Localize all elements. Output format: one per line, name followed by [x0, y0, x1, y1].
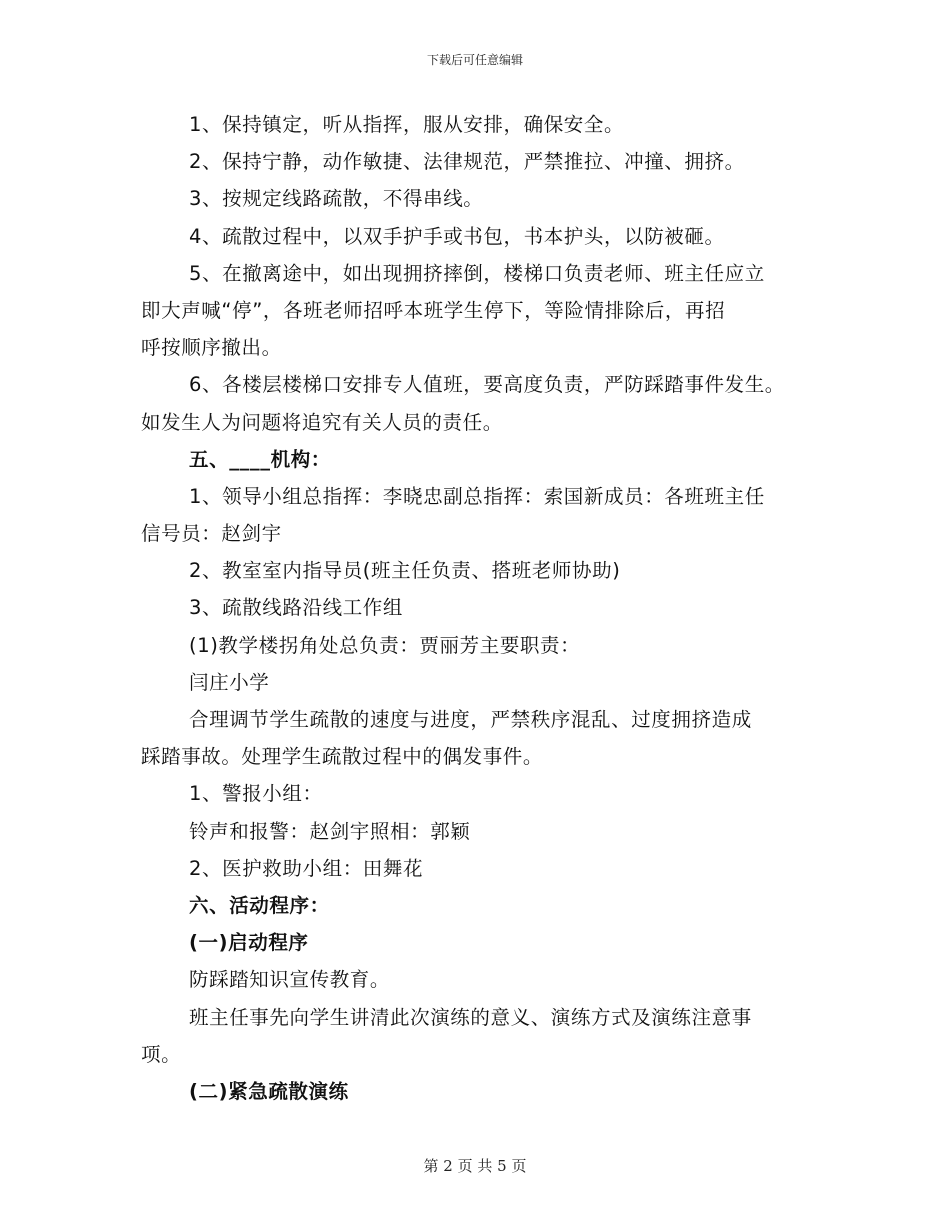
- body-text-line: 踩踏事故。处理学生疏散过程中的偶发事件。: [141, 745, 544, 769]
- body-text-line: 1、保持镇定，听从指挥，服从安排，确保安全。: [189, 113, 625, 136]
- page-number-footer: 第 2 页 共 5 页: [423, 1157, 527, 1175]
- body-text-line: 1、警报小组：: [189, 782, 323, 806]
- body-text-line: 合理调节学生疏散的速度与进度，严禁秩序混乱、过度拥挤造成: [189, 708, 752, 731]
- section-heading-line: (一)启动程序: [189, 931, 309, 955]
- body-text-line: 2、教室室内指导员(班主任负责、搭班老师协助): [189, 559, 621, 583]
- body-text-line: 2、医护救助小组：田舞花: [189, 856, 424, 880]
- body-text-line: 3、按规定线路疏散，不得串线。: [189, 187, 484, 211]
- body-text-line: (1)教学楼拐角处总负责：贾丽芳主要职责：: [189, 633, 581, 657]
- body-text-line: 2、保持宁静，动作敏捷、法律规范，严禁推拉、冲撞、拥挤。: [189, 150, 745, 174]
- body-text-line: 4、疏散过程中，以双手护手或书包，书本护头，以防被砸。: [189, 224, 725, 248]
- body-text-line: 1、领导小组总指挥：李晓忠副总指挥：索国新成员：各班班主任: [189, 484, 765, 508]
- section-heading-line: 六、活动程序：: [189, 893, 330, 917]
- body-text-line: 5、在撤离途中，如出现拥挤摔倒，楼梯口负责老师、班主任应立: [189, 261, 765, 285]
- section-heading-line: (二)紧急疏散演练: [189, 1079, 349, 1103]
- body-text-line: 呼按顺序撤出。: [141, 336, 282, 360]
- body-text-line: 防踩踏知识宣传教育。: [189, 968, 391, 992]
- body-text-line: 闫庄小学: [189, 670, 270, 694]
- body-text-line: 班主任事先向学生讲清此次演练的意义、演练方式及演练注意事: [189, 1005, 752, 1029]
- body-text-line: 铃声和报警：赵剑宇照相：郭颖: [189, 819, 471, 843]
- page-header-note: 下载后可任意编辑: [426, 53, 523, 67]
- section-heading-line: 五、____机构：: [189, 447, 331, 471]
- body-text-line: 6、各楼层楼梯口安排专人值班，要高度负责，严防踩踏事件发生。: [189, 373, 785, 397]
- body-text-line: 信号员：赵剑宇: [141, 522, 282, 546]
- body-text-line: 3、疏散线路沿线工作组: [189, 596, 404, 620]
- document-body: [141, 106, 831, 1110]
- body-text-line: 即大声喊“停”，各班老师招呼本班学生停下，等险情排除后，再招: [141, 298, 726, 322]
- body-text-line: 项。: [141, 1042, 182, 1066]
- body-text-line: 如发生人为问题将追究有关人员的责任。: [141, 410, 503, 434]
